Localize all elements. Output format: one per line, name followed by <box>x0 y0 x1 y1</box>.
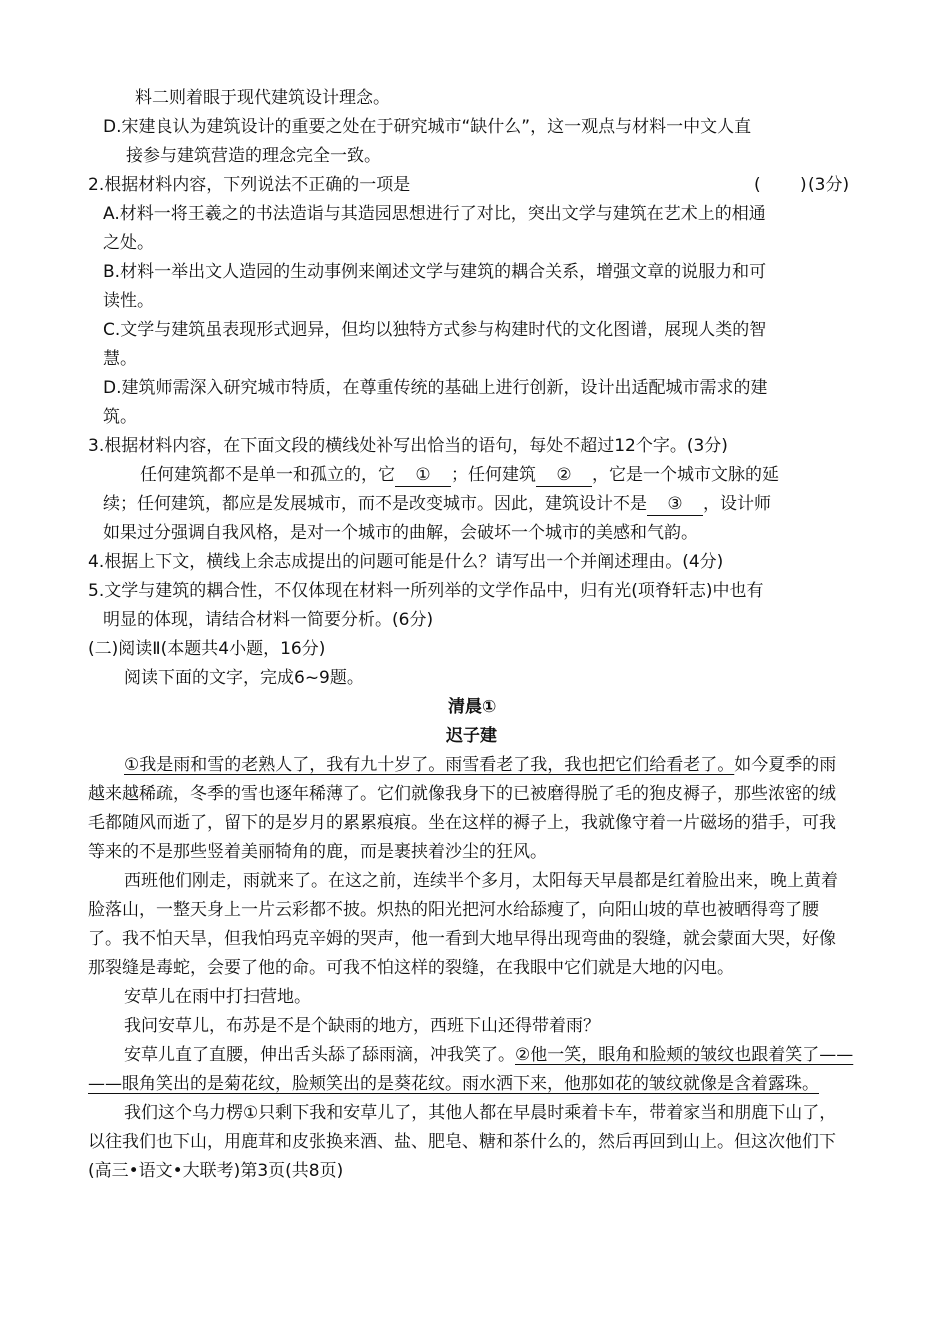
page-footer: (高三•语文•大联考)第3页(共8页) <box>88 1161 344 1181</box>
article-p1-line2: 越来越稀疏，冬季的雪也逐年稀薄了。它们就像我身下的已被磨得脱了毛的狍皮褥子，那些浓密的绒 <box>88 784 836 804</box>
q2-option-d-line1: D.建筑师需深入研究城市特质，在尊重传统的基础上进行创新，设计出适配城市需求的建 <box>103 378 768 398</box>
article-p1-line4: 等来的不是那些竖着美丽犄角的鹿，而是裹挟着沙尘的狂风。 <box>88 842 547 862</box>
q3-passage-text: 任何建筑都不是单一和孤立的，它 <box>140 465 395 485</box>
q2-answer-paren-open: ( <box>754 175 761 195</box>
article-p2-line1: 西班他们刚走，雨就来了。在这之前，连续半个多月，太阳每天早晨都是红着脸出来，晚上黄着 <box>124 871 838 891</box>
article-p6-line2: 以往我们也下山，用鹿茸和皮张换来酒、盐、肥皂、糖和茶什么的，然后再回到山上。但这次他们下 <box>88 1132 836 1152</box>
article-title: 清晨① <box>448 697 497 717</box>
article-p1-line1 <box>124 751 836 779</box>
q3-passage-line2 <box>103 490 771 518</box>
article-text: 如今夏季的雨 <box>734 755 837 775</box>
q2-option-b-line2: 读性。 <box>103 291 154 311</box>
article-p1-line3: 毛都随风而逝了，留下的是岁月的累累痕痕。坐在这样的褥子上，我就像守着一片磁场的猎手，可我 <box>88 813 836 833</box>
article-author: 迟子建 <box>446 726 497 746</box>
section2-header: (二)阅读Ⅱ(本题共4小题，16分) <box>88 639 326 659</box>
article-text: 安草儿直了直腰，伸出舌头舔了舔雨滴，冲我笑了。 <box>124 1045 515 1065</box>
q1-option-c-continuation: 料二则着眼于现代建筑设计理念。 <box>135 88 390 108</box>
underlined-sentence-2: ②他一笑，眼角和脸颊的皱纹也跟着笑了—— <box>515 1045 854 1065</box>
q2-option-d-line2: 筑。 <box>103 407 137 427</box>
q2-stem: 2.根据材料内容，下列说法不正确的一项是 <box>88 175 411 195</box>
article-p5-line2 <box>88 1070 819 1098</box>
section2-instruction: 阅读下面的文字，完成6~9题。 <box>124 668 364 688</box>
article-p6-line1: 我们这个乌力楞①只剩下我和安草儿了，其他人都在早晨时乘着卡车，带着家当和朋鹿下山了， <box>124 1103 837 1123</box>
q2-option-b-line1: B.材料一举出文人造园的生动事例来阐述文学与建筑的耦合关系，增强文章的说服力和可 <box>103 262 767 282</box>
article-p2-line3: 了。我不怕天旱，但我怕玛克辛姆的哭声，他一看到大地早得出现弯曲的裂缝，就会蒙面大哭，好像 <box>88 929 836 949</box>
q3-blank-3[interactable]: ③ <box>647 493 703 516</box>
q2-option-a-line1: A.材料一将王羲之的书法造诣与其造园思想进行了对比，突出文学与建筑在艺术上的相通 <box>103 204 766 224</box>
q1-option-d-line2: 接参与建筑营造的理念完全一致。 <box>126 146 381 166</box>
article-p2-line2: 脸落山，一整天身上一片云彩都不披。炽热的阳光把河水给舔瘦了，向阳山坡的草也被晒得弯了腰 <box>88 900 819 920</box>
q2-option-c-line2: 慧。 <box>103 349 137 369</box>
article-p3: 安草儿在雨中打扫营地。 <box>124 987 311 1007</box>
article-p4: 我问安草儿，布苏是不是个缺雨的地方，西班下山还得带着雨？ <box>124 1016 600 1036</box>
article-p5-line1 <box>124 1041 853 1069</box>
q4-stem: 4.根据上下文，横线上余志成提出的问题可能是什么？请写出一个并阐述理由。(4分) <box>88 552 724 572</box>
q3-passage-text: 续；任何建筑，都应是发展城市，而不是改变城市。因此，建筑设计不是 <box>103 494 647 514</box>
q2-score: (3分) <box>808 175 850 195</box>
underlined-sentence-2-cont: ——眼角笑出的是菊花纹，脸颊笑出的是葵花纹。雨水洒下来，他那如花的皱纹就像是含着露珠。 <box>88 1074 819 1094</box>
q3-blank-1[interactable]: ① <box>395 464 451 487</box>
article-p2-line4: 那裂缝是毒蛇，会要了他的命。可我不怕这样的裂缝，在我眼中它们就是大地的闪电。 <box>88 958 734 978</box>
underlined-sentence-1: ①我是雨和雪的老熟人了，我有九十岁了。雨雪看老了我，我也把它们给看老了。 <box>124 755 735 775</box>
q1-option-d-line1: D.宋建良认为建筑设计的重要之处在于研究城市“缺什么”，这一观点与材料一中文人直 <box>103 117 752 137</box>
q3-passage-line1 <box>140 461 779 489</box>
q5-stem-line2: 明显的体现，请结合材料一简要分析。(6分) <box>103 610 434 630</box>
q3-passage-text: ，它是一个城市文脉的延 <box>592 465 779 485</box>
q3-passage-line3: 如果过分强调自我风格，是对一个城市的曲解，会破坏一个城市的美感和气韵。 <box>103 523 698 543</box>
q2-option-a-line2: 之处。 <box>103 233 154 253</box>
q3-blank-2[interactable]: ② <box>536 464 592 487</box>
q5-stem-line1: 5.文学与建筑的耦合性，不仅体现在材料一所列举的文学作品中，归有光(项脊轩志)中也有 <box>88 581 764 601</box>
q2-option-c-line1: C.文学与建筑虽表现形式迥异，但均以独特方式参与构建时代的文化图谱，展现人类的智 <box>103 320 767 340</box>
q2-answer-paren-close: ) <box>800 175 807 195</box>
q3-passage-text: ，设计师 <box>703 494 771 514</box>
q3-stem: 3.根据材料内容，在下面文段的横线处补写出恰当的语句，每处不超过12个字。(3分) <box>88 436 728 456</box>
q3-passage-text: ；任何建筑 <box>451 465 536 485</box>
